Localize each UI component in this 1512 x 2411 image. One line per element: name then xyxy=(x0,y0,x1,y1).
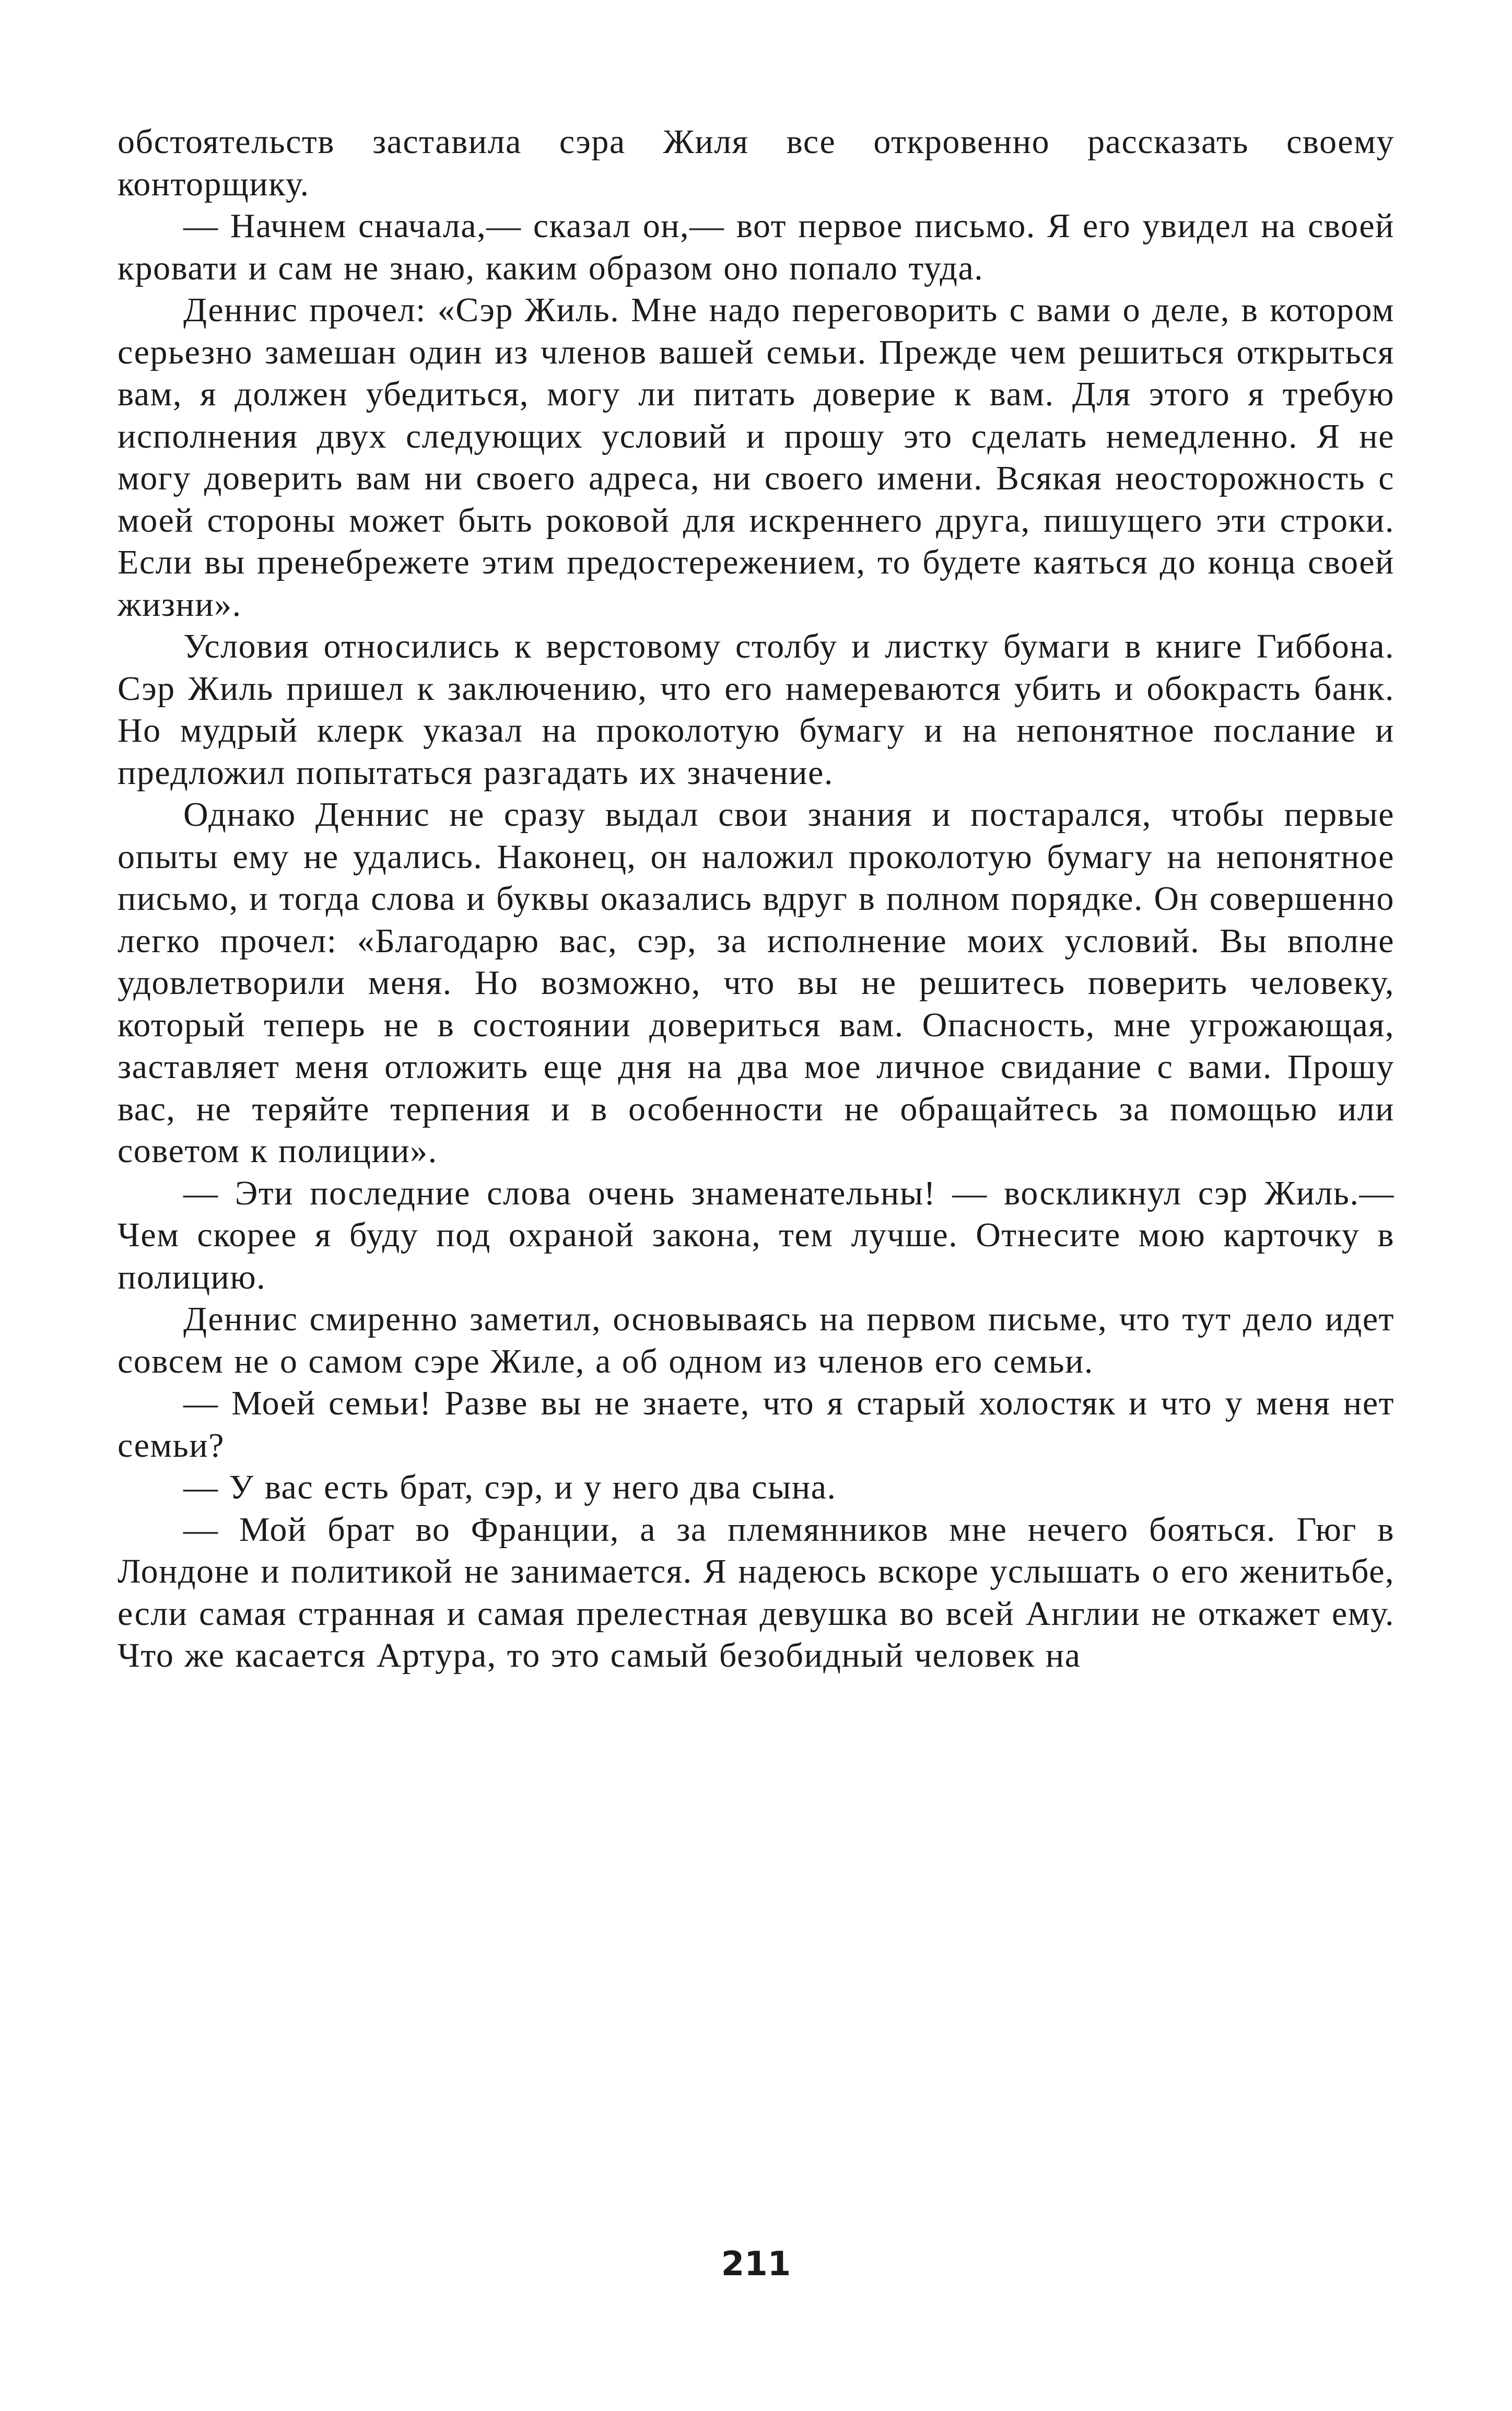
paragraph: — У вас есть брат, сэр, и у него два сына. xyxy=(183,1468,837,1506)
paragraph: Деннис смиренно заметил, основываясь на первом письме, что тут дело идет совсем не о самом сэре Жиле, а об одном из членов его семьи. xyxy=(118,1300,1394,1380)
paragraph: — Мой брат во Франции, а за племянников мне нечего бояться. Гюг в Лондоне и политикой не занимается. Я надеюсь вскоре услышать о его женитьбе, если самая странная и самая прелестная девушка во всей Англии не откажет ему. Что же касается Артура, то это самый безобидный человек на xyxy=(118,1510,1394,1675)
paragraph: Однако Деннис не сразу выдал свои знания и постарался, чтобы первые опыты ему не удались. Наконец, он наложил проколотую бумагу на непонятное письмо, и тогда слова и буквы оказались вдруг в полном порядке. Он совершенно легко прочел: «Благодарю вас, сэр, за исполнение моих условий. Вы вполне удовлетворили меня. Но возможно, что вы не решитесь поверить человеку, который теперь не в состоянии довериться вам. Опасность, мне угрожающая, заставляет меня отложить еще дня на два мое личное свидание с вами. Прошу вас, не теряйте терпения и в особенности не обращайтесь за помощью или советом к полиции». xyxy=(118,795,1394,1170)
page-number: 211 xyxy=(721,2245,791,2284)
paragraph: Условия относились к верстовому столбу и листку бумаги в книге Гиббона. Сэр Жиль пришел к заключению, что его намереваются убить и обокрасть банк. Но мудрый клерк указал на проколотую бумагу и на непонятное послание и предложил попытаться разгадать их значение. xyxy=(118,627,1394,792)
paragraph: обстоятельств заставила сэра Жиля все откровенно рассказать своему конторщику. xyxy=(118,123,1394,203)
body-text xyxy=(118,121,1394,1677)
paragraph: — Эти последние слова очень знаменательны! — воскликнул сэр Жиль.— Чем скорее я буду под охраной закона, тем лучше. Отнесите мою карточку в полицию. xyxy=(118,1174,1394,1296)
paragraph: Деннис прочел: «Сэр Жиль. Мне надо переговорить с вами о деле, в котором серьезно замешан один из членов вашей семьи. Прежде чем решиться открыться вам, я должен убедиться, могу ли питать доверие к вам. Для этого я требую исполнения двух следующих условий и прошу это сделать немедленно. Я не могу доверить вам ни своего адреса, ни своего имени. Всякая неосторожность с моей стороны может быть роковой для искреннего друга, пишущего эти строки. Если вы пренебрежете этим предостережением, то будете каяться до конца своей жизни». xyxy=(118,291,1394,624)
paragraph: — Моей семьи! Разве вы не знаете, что я старый холостяк и что у меня нет семьи? xyxy=(118,1384,1394,1465)
paragraph: — Начнем сначала,— сказал он,— вот первое письмо. Я его увидел на своей кровати и сам не знаю, каким образом оно попало туда. xyxy=(118,207,1394,287)
